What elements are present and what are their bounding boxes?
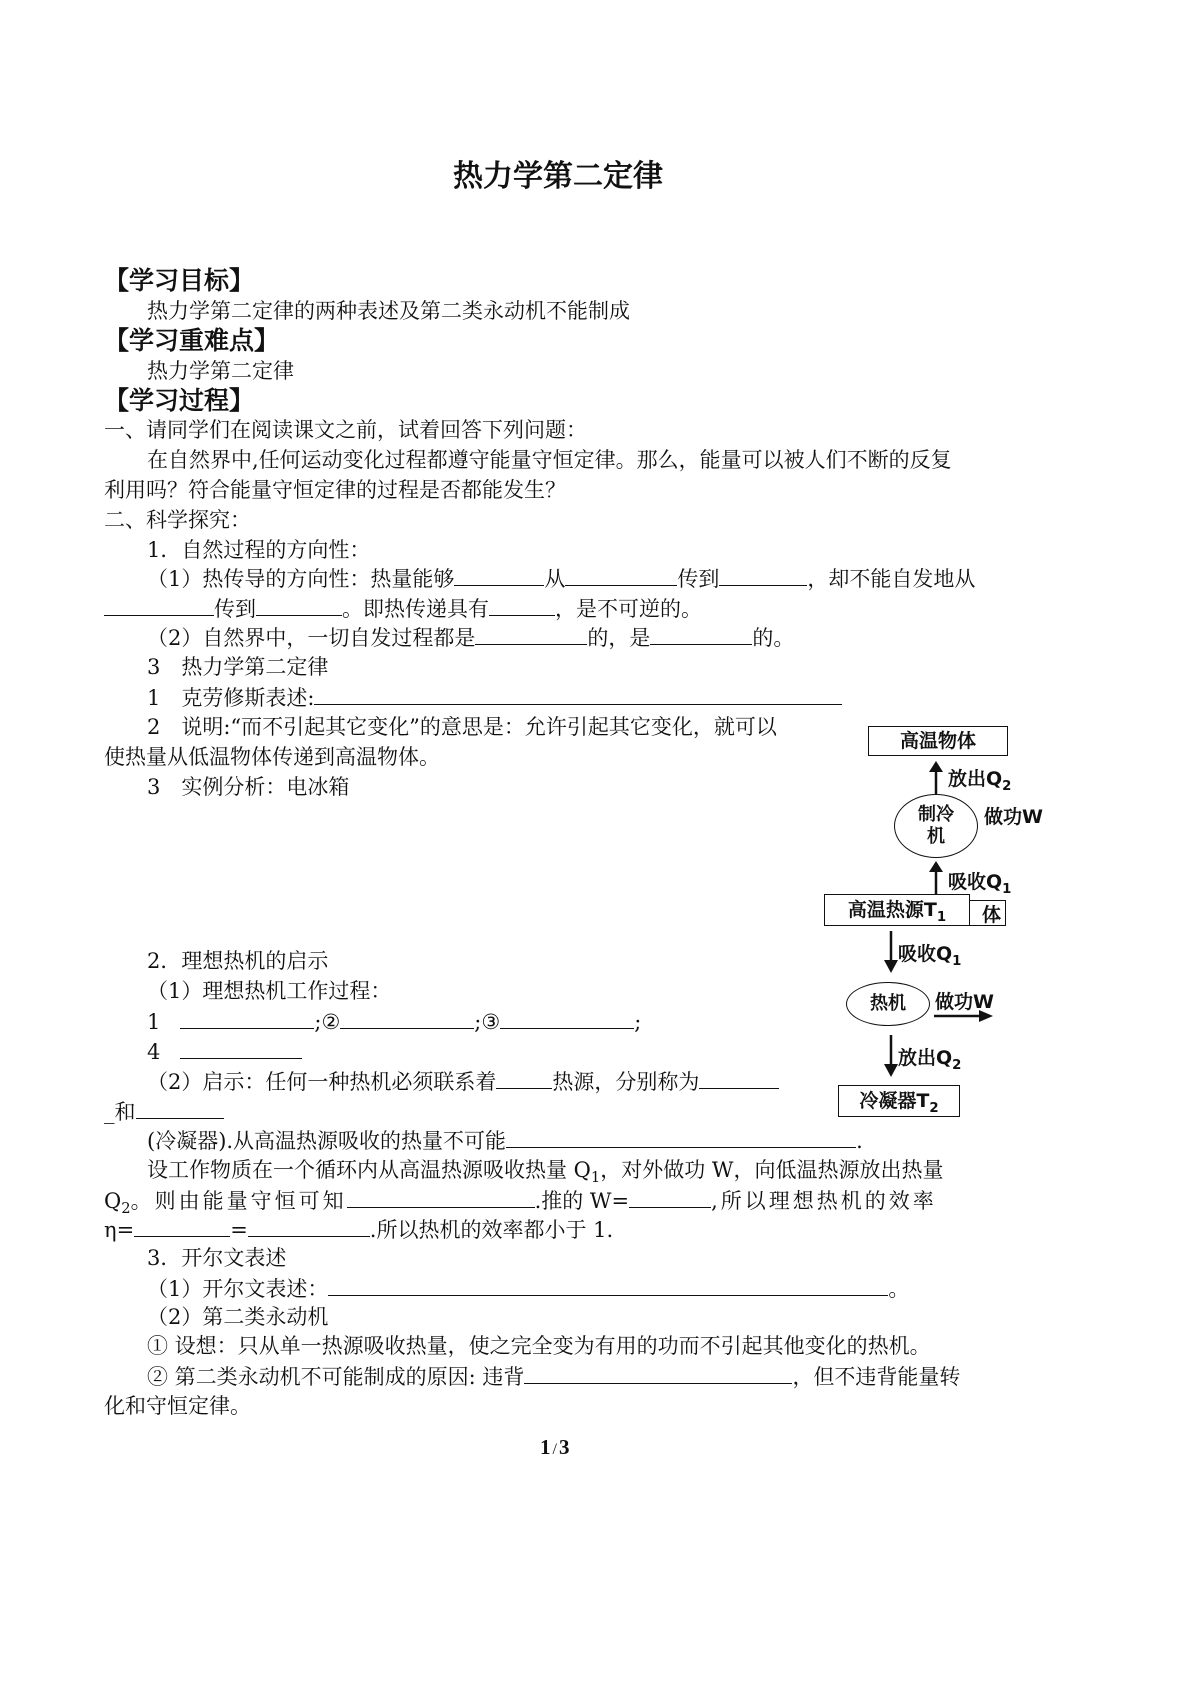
- insight-line1: [147, 1066, 779, 1097]
- answer-blank[interactable]: [650, 622, 752, 645]
- text: ，但不违背能量转: [792, 1365, 961, 1389]
- part1-line2: 利用吗？符合能量守恒定律的过程是否都能发生？: [104, 478, 566, 502]
- text: ，对外做功 W，向低温热源放出热量: [600, 1158, 944, 1182]
- text: ,所以理想热机的效率: [711, 1189, 937, 1213]
- engine-condenser-box: 冷凝器$T_2$: [838, 1085, 960, 1117]
- text: ② 第二类永动机不可能制成的原因: 违背: [147, 1365, 525, 1389]
- perpetual-reason-cont: 化和守恒定律。: [104, 1394, 251, 1418]
- text: 传到: [214, 597, 256, 621]
- subscript: 1: [590, 1169, 601, 1187]
- answer-blank[interactable]: [629, 1185, 711, 1208]
- fridge-release-label: 放出$Q_2$: [948, 768, 1012, 794]
- efficiency-line3: [104, 1214, 613, 1245]
- text: （2）启示：任何一种热机必须联系着: [147, 1070, 497, 1094]
- text: ;: [634, 1010, 642, 1034]
- insight-line2: [104, 1096, 224, 1127]
- answer-blank[interactable]: [314, 682, 842, 705]
- text: 设工作物质在一个循环内从高温热源吸收热量 Q: [147, 1158, 591, 1182]
- fridge-low-temp-box: 体: [876, 900, 1006, 926]
- engine-work-label: 做功W: [935, 991, 994, 1013]
- perpetual-reason: [147, 1361, 960, 1392]
- text: 的，是: [587, 626, 651, 650]
- subscript: 2: [121, 1200, 131, 1218]
- engine-high-temp-box: 高温热源$T_1$: [824, 894, 970, 926]
- example-line: 3 实例分析：电冰箱: [147, 775, 350, 799]
- fridge-arrow-up-top: [926, 760, 946, 796]
- section-1-title: 1．自然过程的方向性：: [147, 538, 371, 562]
- page-number: 1 /3: [540, 1435, 570, 1459]
- answer-blank[interactable]: [180, 1036, 302, 1059]
- text: (冷凝器).从高温热源吸收的热量不可能: [147, 1129, 507, 1153]
- explanation-line2: 使热量从低温物体传递到高温物体。: [104, 745, 440, 769]
- keypoints-heading: 【学习重难点】: [104, 326, 280, 355]
- answer-blank[interactable]: [489, 593, 555, 616]
- text: ③: [481, 1010, 501, 1034]
- part1-line1: 在自然界中,任何运动变化过程都遵守能量守恒定律。那么，能量可以被人们不断的反复: [147, 448, 952, 472]
- text: 传到: [677, 567, 720, 591]
- answer-blank[interactable]: [475, 622, 587, 645]
- answer-blank[interactable]: [565, 563, 677, 586]
- text: ;: [474, 1010, 482, 1034]
- goals-text: 热力学第二定律的两种表述及第二类永动机不能制成: [147, 299, 630, 323]
- page-title: 热力学第二定律: [453, 159, 663, 194]
- section-3-title: 3 热力学第二定律: [147, 655, 329, 679]
- kelvin-title: 3．开尔文表述: [147, 1246, 287, 1270]
- answer-blank[interactable]: [500, 1006, 634, 1029]
- text: 1: [147, 1010, 161, 1034]
- insight-line3: [147, 1125, 863, 1156]
- text: （1）热传导的方向性：热量能够: [147, 567, 455, 591]
- text: 从: [544, 567, 566, 591]
- text: 。则由能量守恒可知: [130, 1189, 347, 1213]
- process-steps-line2: [147, 1036, 302, 1067]
- answer-blank[interactable]: [180, 1006, 314, 1029]
- text: 4: [147, 1040, 161, 1064]
- perpetual-idea: ① 设想：只从单一热源吸收热量，使之完全变为有用的功而不引起其他变化的热机。: [147, 1334, 931, 1358]
- text: ;: [314, 1010, 322, 1034]
- answer-blank[interactable]: [136, 1096, 224, 1119]
- text: η=: [104, 1218, 135, 1242]
- engine-absorb-label: 吸收$Q_1$: [898, 943, 962, 969]
- answer-blank[interactable]: [454, 563, 544, 586]
- fridge-work-label: 做功W: [984, 806, 1043, 828]
- text: .所以热机的效率都小于 1.: [369, 1218, 614, 1242]
- answer-blank[interactable]: [134, 1214, 230, 1237]
- ideal-engine-process: （1）理想热机工作过程：: [147, 979, 392, 1003]
- perpetual-title: （2）第二类永动机: [147, 1305, 329, 1329]
- text: 。即热传递具有: [342, 597, 489, 621]
- fridge-absorb-label: 吸收$Q_1$: [948, 871, 1012, 897]
- kelvin-statement: [147, 1273, 909, 1304]
- process-heading: 【学习过程】: [104, 386, 255, 415]
- text: .推的 W=: [534, 1189, 630, 1213]
- text: 。: [888, 1277, 910, 1301]
- answer-blank[interactable]: [347, 1185, 535, 1208]
- section-2-title: 2．理想热机的启示: [147, 949, 329, 973]
- answer-blank[interactable]: [506, 1125, 856, 1148]
- part1-title: 一、请同学们在阅读课文之前，试着回答下列问题：: [104, 418, 587, 442]
- engine-machine: 热机: [846, 982, 930, 1026]
- fridge-high-temp-box: 高温物体: [868, 726, 1008, 756]
- fridge-machine: 制冷 机: [894, 794, 978, 858]
- answer-blank[interactable]: [719, 563, 807, 586]
- answer-blank[interactable]: [699, 1066, 779, 1089]
- answer-blank[interactable]: [248, 1214, 370, 1237]
- text: （1）开尔文表述：: [147, 1277, 329, 1301]
- clausius-line: [147, 682, 842, 713]
- goals-heading: 【学习目标】: [104, 266, 255, 295]
- text: 热源，分别称为: [552, 1070, 700, 1094]
- answer-blank[interactable]: [524, 1361, 792, 1384]
- answer-blank[interactable]: [104, 593, 214, 616]
- answer-blank[interactable]: [256, 593, 342, 616]
- text: 1 克劳修斯表述:: [147, 686, 315, 710]
- engine-release-label: 放出$Q_2$: [898, 1047, 962, 1073]
- answer-blank[interactable]: [328, 1273, 888, 1296]
- answer-blank[interactable]: [496, 1066, 552, 1089]
- fridge-arrow-up-bottom: [926, 860, 946, 896]
- text: （2）自然界中，一切自发过程都是: [147, 626, 476, 650]
- keypoints-text: 热力学第二定律: [147, 359, 294, 383]
- text: ②: [321, 1010, 341, 1034]
- part2-title: 二、科学探究：: [104, 508, 251, 532]
- spontaneous-process-line: [147, 622, 794, 653]
- text: ，却不能自发地从: [807, 567, 976, 591]
- engine-arrow-right: [933, 1008, 995, 1024]
- answer-blank[interactable]: [340, 1006, 474, 1029]
- text: ，是不可逆的。: [555, 597, 702, 621]
- text: =: [230, 1218, 248, 1242]
- heat-conduction-line1: [147, 563, 975, 594]
- text: Q: [104, 1189, 122, 1213]
- process-steps-line1: [147, 1006, 641, 1037]
- text: _和: [104, 1100, 136, 1124]
- heat-conduction-line2: [104, 593, 702, 624]
- text: 的。: [752, 626, 795, 650]
- explanation-line1: 2 说明:“而不引起其它变化”的意思是：允许引起其它变化，就可以: [147, 715, 777, 739]
- text: .: [856, 1129, 863, 1153]
